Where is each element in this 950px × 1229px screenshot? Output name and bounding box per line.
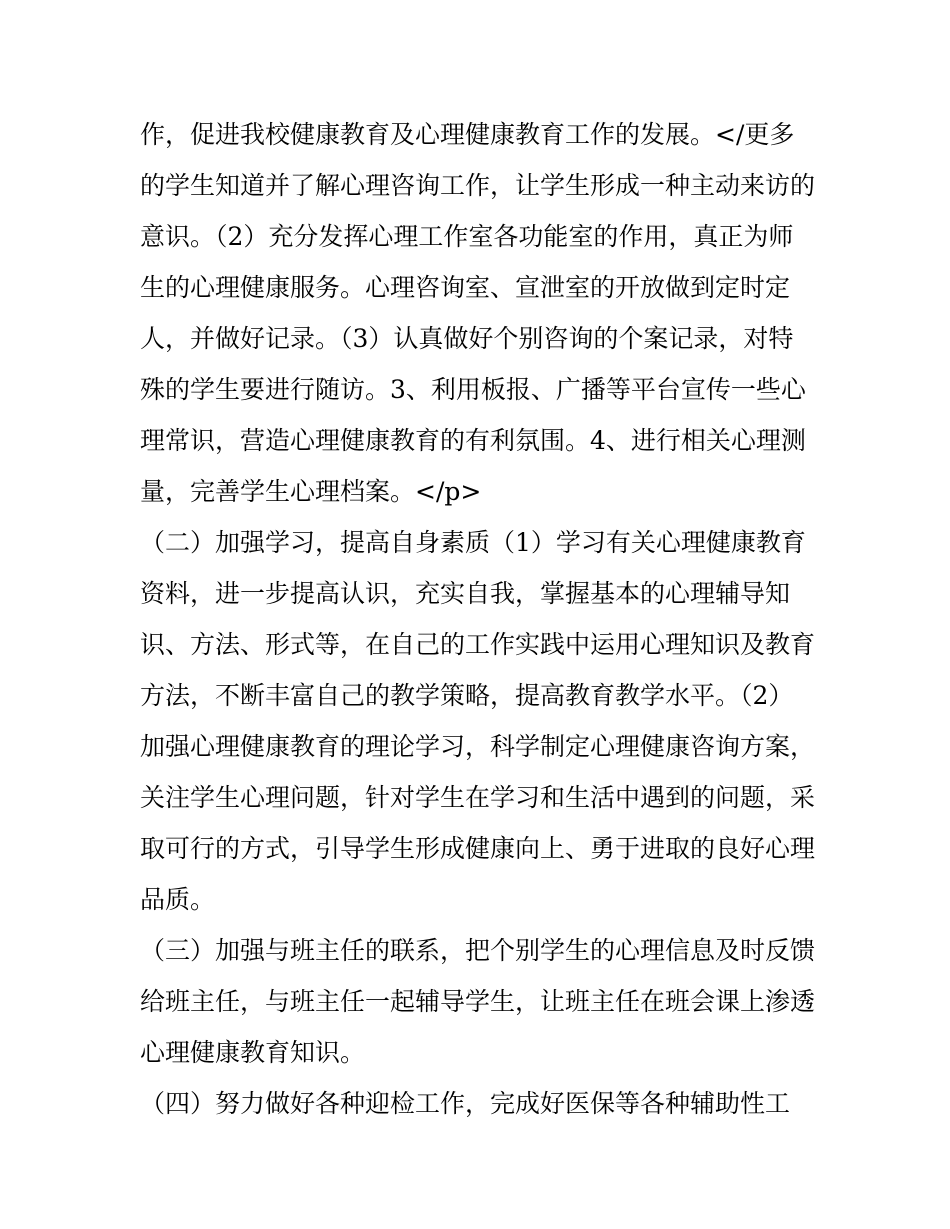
text-line: 理常识，营造心理健康教育的有利氛围。4、进行相关心理测 <box>140 426 806 455</box>
paragraph-work-plan <box>140 109 820 517</box>
paragraph-class-teacher-contact <box>140 925 820 1078</box>
text-line: 殊的学生要进行随访。3、利用板报、广播等平台宣传一些心 <box>140 375 806 404</box>
text-line: 意识。（2）充分发挥心理工作室各功能室的作用，真正为师 <box>140 222 794 251</box>
text-line: 方法，不断丰富自己的教学策略，提高教育教学水平。（2） <box>140 681 794 710</box>
text-line: 生的心理健康服务。心理咨询室、宣泄室的开放做到定时定 <box>140 273 791 302</box>
text-line: 的学生知道并了解心理咨询工作，让学生形成一种主动来访的 <box>140 171 816 200</box>
text-line: 量，完善学生心理档案。</p> <box>140 477 482 506</box>
text-line: 人，并做好记录。（3）认真做好个别咨询的个案记录，对特 <box>140 324 794 353</box>
text-line: （二）加强学习，提高自身素质（1）学习有关心理健康教育 <box>140 528 806 557</box>
text-line: 给班主任，与班主任一起辅导学生，让班主任在班会课上渗透 <box>140 987 816 1016</box>
text-line: 作，促进我校健康教育及心理健康教育工作的发展。</更多 <box>140 120 795 149</box>
text-line: （四）努力做好各种迎检工作，完成好医保等各种辅助性工 <box>140 1089 791 1118</box>
text-line: 加强心理健康教育的理论学习，科学制定心理健康咨询方案， <box>140 732 816 761</box>
text-line: 关注学生心理问题，针对学生在学习和生活中遇到的问题，采 <box>140 783 816 812</box>
paragraph-strengthen-learning <box>140 517 820 925</box>
document-body <box>140 109 820 1129</box>
text-line: 资料，进一步提高认识，充实自我，掌握基本的心理辅导知 <box>140 579 791 608</box>
text-line: 取可行的方式，引导学生形成健康向上、勇于进取的良好心理 <box>140 834 816 863</box>
text-line: 品质。 <box>140 885 216 914</box>
text-line: 心理健康教育知识。 <box>140 1038 366 1067</box>
paragraph-inspection-work <box>140 1078 820 1129</box>
text-line: （三）加强与班主任的联系，把个别学生的心理信息及时反馈 <box>140 936 816 965</box>
text-line: 识、方法、形式等，在自己的工作实践中运用心理知识及教育 <box>140 630 816 659</box>
